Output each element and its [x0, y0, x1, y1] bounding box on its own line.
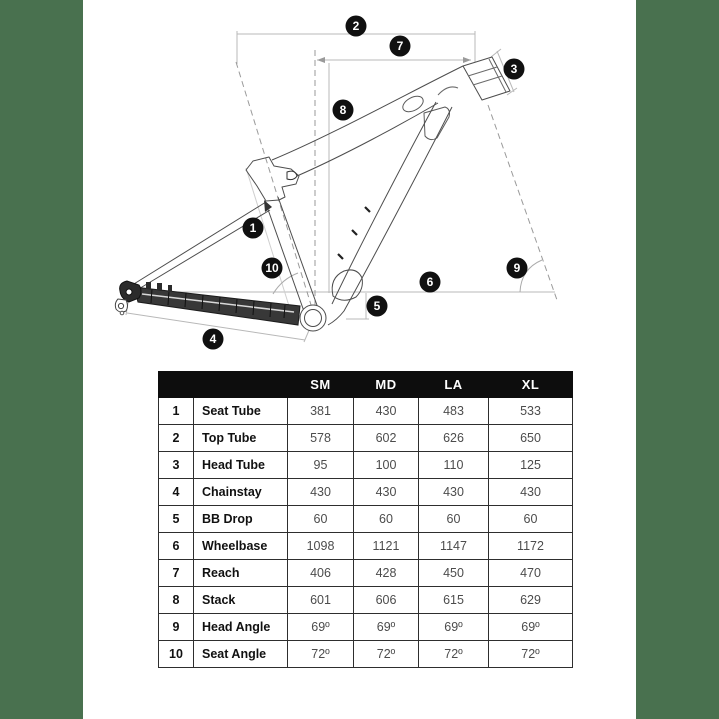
callout-badge-6 [420, 272, 441, 293]
bb-drop-dim [346, 293, 369, 319]
cell-val: 470 [489, 560, 573, 587]
cell-val: 72º [288, 641, 354, 668]
callout-number: 2 [352, 19, 360, 34]
callout-number: 5 [373, 299, 381, 314]
bottle-boss-bolts [338, 207, 370, 259]
cell-val: 1121 [354, 533, 419, 560]
cell-val: 60 [288, 506, 354, 533]
cell-label: Head Tube [194, 452, 288, 479]
brake-mount-stud-3 [168, 285, 172, 292]
brake-mount-stud-1 [146, 282, 151, 289]
callout-number: 9 [513, 261, 521, 276]
table-row [159, 641, 573, 668]
cell-num: 5 [159, 506, 194, 533]
cell-val: 100 [354, 452, 419, 479]
cell-val: 578 [288, 425, 354, 452]
cell-val: 650 [489, 425, 573, 452]
cell-val: 428 [354, 560, 419, 587]
cell-num: 2 [159, 425, 194, 452]
cell-val: 72º [419, 641, 489, 668]
cell-num: 6 [159, 533, 194, 560]
cell-val: 69º [288, 614, 354, 641]
table-row [159, 506, 573, 533]
cell-val: 69º [354, 614, 419, 641]
cell-num: 3 [159, 452, 194, 479]
cell-val: 110 [419, 452, 489, 479]
cell-val: 626 [419, 425, 489, 452]
table-row [159, 479, 573, 506]
hanger-bolt [118, 303, 123, 308]
cell-val: 629 [489, 587, 573, 614]
chainstay-assembly [115, 281, 300, 325]
callout-badge-3 [504, 59, 525, 80]
seat-cluster-port [287, 171, 297, 179]
cell-val: 430 [354, 398, 419, 425]
cell-num: 10 [159, 641, 194, 668]
size-column-xl: XL [489, 372, 573, 398]
junction-box [424, 107, 450, 140]
cell-val: 1147 [419, 533, 489, 560]
cell-val: 430 [419, 479, 489, 506]
junction-curve [438, 87, 458, 95]
cell-label: Stack [194, 587, 288, 614]
bb-shell-outer [300, 305, 326, 331]
cell-label: Chainstay [194, 479, 288, 506]
cell-val: 450 [419, 560, 489, 587]
cell-label: Reach [194, 560, 288, 587]
top-tube-upper-edge [272, 66, 463, 160]
cell-val: 430 [354, 479, 419, 506]
cell-label: Wheelbase [194, 533, 288, 560]
header-corner-num [159, 372, 194, 398]
table-row [159, 452, 573, 479]
cell-label: Top Tube [194, 425, 288, 452]
cell-val: 60 [354, 506, 419, 533]
callout-badge-7 [390, 36, 411, 57]
table-row [159, 425, 573, 452]
callout-number: 8 [339, 103, 347, 118]
table-row [159, 587, 573, 614]
callout-number: 4 [209, 332, 217, 347]
table-row [159, 614, 573, 641]
table-row [159, 560, 573, 587]
cell-label: Seat Tube [194, 398, 288, 425]
cell-val: 69º [489, 614, 573, 641]
cell-val: 72º [489, 641, 573, 668]
geometry-table-body [159, 398, 573, 668]
callout-badge-4 [203, 329, 224, 350]
cell-num: 9 [159, 614, 194, 641]
cell-val: 381 [288, 398, 354, 425]
cell-val: 602 [354, 425, 419, 452]
callout-number: 7 [396, 39, 404, 54]
chainstay [134, 287, 300, 325]
cell-val: 615 [419, 587, 489, 614]
hanger-bolt-small [120, 311, 124, 315]
cell-val: 69º [419, 614, 489, 641]
cell-val: 430 [288, 479, 354, 506]
cell-val: 533 [489, 398, 573, 425]
geometry-table-header [159, 372, 573, 398]
table-row [159, 398, 573, 425]
cell-val: 606 [354, 587, 419, 614]
callout-badge-10 [262, 258, 283, 279]
table-row [159, 533, 573, 560]
cell-num: 7 [159, 560, 194, 587]
frame-drawing [129, 57, 510, 331]
callout-number: 3 [510, 62, 518, 77]
callout-layer [203, 16, 528, 350]
cell-val: 60 [419, 506, 489, 533]
size-column-la: LA [419, 372, 489, 398]
cell-val: 72º [354, 641, 419, 668]
callout-badge-2 [346, 16, 367, 37]
callout-badge-8 [333, 100, 354, 121]
cell-val: 430 [489, 479, 573, 506]
cell-val: 406 [288, 560, 354, 587]
callout-badge-9 [507, 258, 528, 279]
cell-val: 60 [489, 506, 573, 533]
callout-badge-1 [243, 218, 264, 239]
head-tube-detail [468, 59, 506, 92]
head-tube [463, 57, 510, 100]
size-column-sm: SM [288, 372, 354, 398]
seat-axis-dashed [236, 62, 316, 321]
size-column-md: MD [354, 372, 419, 398]
header-corner-label [194, 372, 288, 398]
seat-stays [129, 202, 270, 293]
cell-num: 8 [159, 587, 194, 614]
cell-label: BB Drop [194, 506, 288, 533]
cell-val: 125 [489, 452, 573, 479]
callout-number: 10 [265, 261, 279, 276]
cell-val: 95 [288, 452, 354, 479]
geometry-table [158, 371, 573, 668]
cell-val: 483 [419, 398, 489, 425]
down-tube-left-edge [332, 102, 436, 304]
cell-val: 1172 [489, 533, 573, 560]
rear-axle [126, 289, 132, 295]
cell-num: 1 [159, 398, 194, 425]
cell-label: Seat Angle [194, 641, 288, 668]
callout-number: 1 [249, 221, 257, 236]
cell-val: 1098 [288, 533, 354, 560]
callout-number: 6 [426, 275, 434, 290]
brake-mount-stud-2 [157, 283, 162, 290]
callout-badge-5 [367, 296, 388, 317]
cell-val: 601 [288, 587, 354, 614]
cell-label: Head Angle [194, 614, 288, 641]
cell-num: 4 [159, 479, 194, 506]
